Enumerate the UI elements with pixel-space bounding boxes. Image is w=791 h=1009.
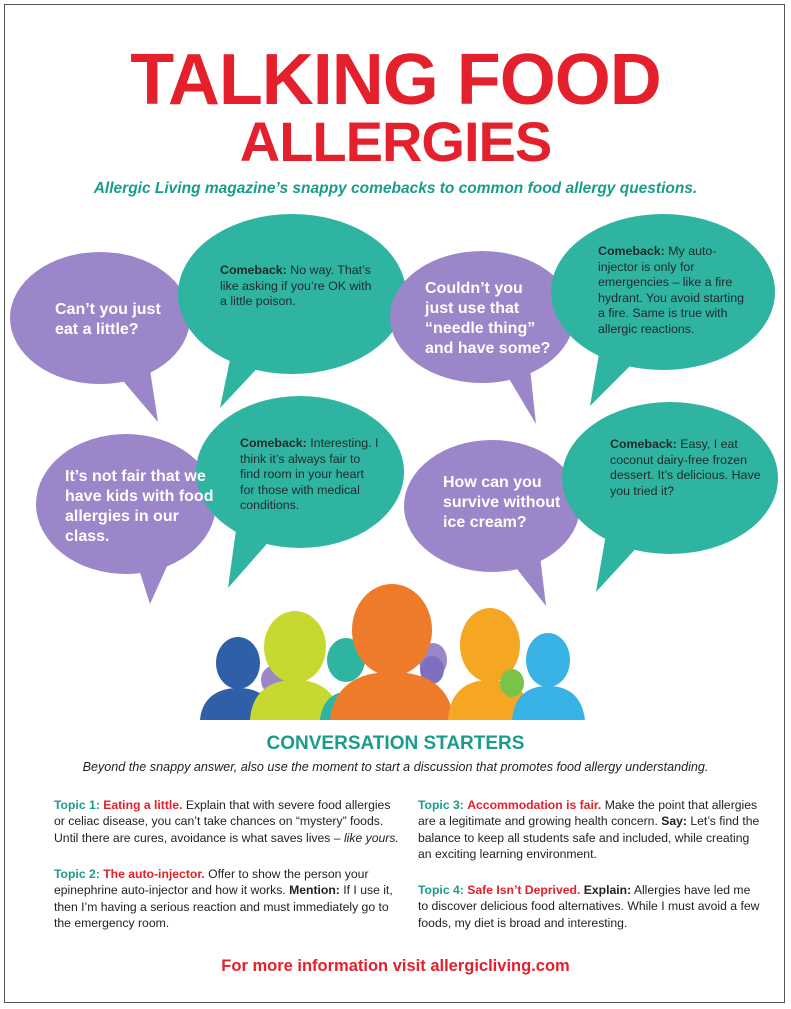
comeback-label: Comeback:	[240, 436, 307, 450]
footer-link-text: For more information visit allergicliving.com	[221, 957, 570, 975]
topic-4	[418, 882, 763, 931]
question-2: Couldn’t you just use that “needle thing” and have some?	[425, 280, 551, 357]
topic-strong: Explain:	[583, 883, 632, 897]
topic-3	[418, 797, 763, 863]
topic-heading: Safe Isn’t Deprived.	[467, 883, 581, 897]
teal-bubble-3-tail	[228, 530, 272, 588]
topic-emphasis: like yours.	[343, 830, 399, 845]
comeback-label: Comeback:	[598, 244, 665, 258]
topic-label: Topic 1:	[54, 798, 100, 812]
topic-strong: Say:	[661, 814, 687, 829]
comeback-label: Comeback:	[220, 263, 287, 277]
purple-bubble-4-tail	[510, 556, 546, 606]
title-line-1: TALKING FOOD	[130, 40, 661, 120]
topic-heading: Accommodation is fair.	[467, 798, 602, 812]
topic-2	[54, 866, 399, 932]
title-line-2: ALLERGIES	[239, 110, 552, 173]
comeback-text: No way. That’s like asking if you’re OK with a little poison.	[220, 263, 372, 308]
comeback-2	[598, 244, 753, 337]
topic-text: Make the point that allergies are a legitimate and growing health concern.	[418, 798, 758, 829]
question-3: It’s not fair that we have kids with food allergies in our class.	[65, 468, 214, 545]
topic-label: Topic 2:	[54, 867, 100, 881]
topic-strong: Mention:	[289, 883, 340, 898]
topic-text: Offer to show the person your epinephrine auto-injector and how it works.	[54, 867, 369, 898]
question-1: Can’t you just eat a little?	[55, 301, 161, 338]
people-silhouettes	[200, 584, 585, 720]
comeback-label: Comeback:	[610, 437, 677, 451]
question-4: How can you survive without ice cream?	[443, 474, 561, 531]
comeback-3	[240, 436, 380, 514]
comeback-text: Easy, I eat coconut dairy-free frozen dessert. It’s delicious. Have you tried it?	[610, 437, 761, 498]
topic-heading: Eating a little.	[103, 798, 183, 812]
purple-bubble-1-tail	[118, 370, 158, 422]
topic-text-2: If I use it, then I’m having a serious reaction and must immediately go to the emergency room.	[54, 883, 393, 931]
comeback-4	[610, 437, 770, 499]
topic-1	[54, 797, 399, 846]
comeback-1	[220, 263, 380, 310]
purple-bubble-3-tail	[136, 555, 172, 604]
topic-text-2: Allergies have led me to discover delicious food alternatives. While I must avoid a few foods, my diet is broad and interesting.	[418, 883, 760, 930]
conversation-starters-subtitle: Beyond the snappy answer, also use the moment to start a discussion that promotes food allergy understanding.	[82, 760, 709, 774]
conversation-starters-title: CONVERSATION STARTERS	[266, 733, 525, 754]
comeback-text: Interesting. I think it’s always fair to find room in your heart for those with medical conditions.	[240, 436, 379, 512]
topic-label: Topic 3:	[418, 798, 464, 812]
teal-bubble-4-tail	[596, 534, 640, 592]
topic-label: Topic 4:	[418, 883, 464, 897]
topic-text-2: Let’s find the balance to keep all students safe and included, while creating an exciting learning environment.	[418, 814, 760, 862]
topic-text: Explain that with severe food allergies or celiac disease, you can’t take chances on “mystery” foods. Until there are cures, avoidance is what saves lives –	[54, 798, 391, 845]
purple-bubble-2-tail	[505, 368, 536, 424]
subtitle: Allergic Living magazine’s snappy comebacks to common food allergy questions.	[93, 180, 698, 197]
comeback-text: My auto-injector is only for emergencies – like a fire hydrant. You avoid starting a fire. Same is true with allergic reactions.	[598, 244, 745, 336]
topic-heading: The auto-injector.	[103, 867, 205, 881]
